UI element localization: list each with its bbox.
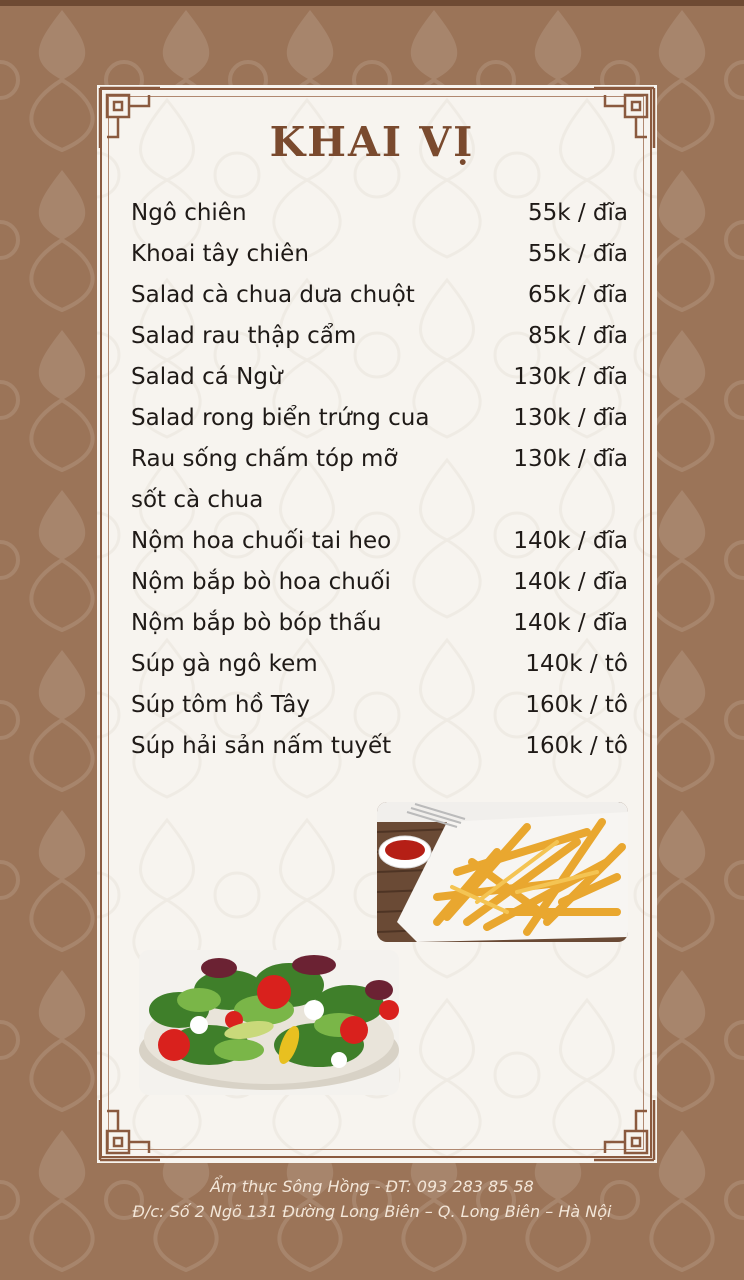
menu-item (131, 192, 628, 233)
item-name: Salad rong biển trứng cua (131, 404, 430, 431)
item-name: Khoai tây chiên (131, 240, 309, 267)
item-price: 140k / đĩa (513, 609, 628, 636)
menu-item (131, 643, 628, 684)
item-name: Salad cá Ngừ (131, 363, 283, 390)
item-price: 140k / tô (525, 650, 628, 677)
item-name: sốt cà chua (131, 486, 264, 513)
item-name: Salad cà chua dưa chuột (131, 281, 415, 308)
menu-item (131, 233, 628, 274)
menu-item (131, 602, 628, 643)
menu-item (131, 520, 628, 561)
french-fries-photo (377, 802, 628, 942)
menu-item (131, 438, 628, 479)
menu-list (131, 192, 628, 766)
item-price: 55k / đĩa (527, 199, 628, 226)
item-name: Rau sống chấm tóp mỡ (131, 445, 398, 472)
salad-photo (139, 950, 399, 1095)
item-price: 140k / đĩa (513, 568, 628, 595)
item-name: Súp tôm hồ Tây (131, 691, 310, 718)
corner-ornament-bottom-right-icon (591, 1097, 657, 1163)
item-price: 130k / đĩa (513, 404, 628, 431)
menu-item (131, 725, 628, 766)
item-name: Súp gà ngô kem (131, 650, 318, 677)
menu-item (131, 561, 628, 602)
item-name: Ngô chiên (131, 199, 247, 226)
menu-item (131, 315, 628, 356)
item-price: 85k / đĩa (527, 322, 628, 349)
item-price: 65k / đĩa (527, 281, 628, 308)
footer-address: Đ/c: Số 2 Ngõ 131 Đường Long Biên – Q. Long Biên – Hà Nội (132, 1202, 612, 1221)
item-price: 160k / tô (525, 732, 628, 759)
footer-contact: Ẩm thực Sông Hồng - ĐT: 093 283 85 58 (210, 1177, 534, 1196)
corner-ornament-bottom-left-icon (97, 1097, 163, 1163)
item-price: 140k / đĩa (513, 527, 628, 554)
section-title: KHAI VỊ (269, 118, 475, 166)
item-name: Súp hải sản nấm tuyết (131, 732, 392, 759)
menu-item (131, 274, 628, 315)
menu-item-continuation (131, 479, 628, 520)
menu-item (131, 684, 628, 725)
menu-item (131, 397, 628, 438)
item-price: 130k / đĩa (513, 363, 628, 390)
item-price: 160k / tô (525, 691, 628, 718)
item-name: Nộm hoa chuối tai heo (131, 527, 392, 554)
item-name: Salad rau thập cẩm (131, 322, 357, 349)
menu-item (131, 356, 628, 397)
item-name: Nộm bắp bò hoa chuối (131, 568, 391, 595)
item-name: Nộm bắp bò bóp thấu (131, 609, 382, 636)
item-price: 130k / đĩa (513, 445, 628, 472)
item-price: 55k / đĩa (527, 240, 628, 267)
